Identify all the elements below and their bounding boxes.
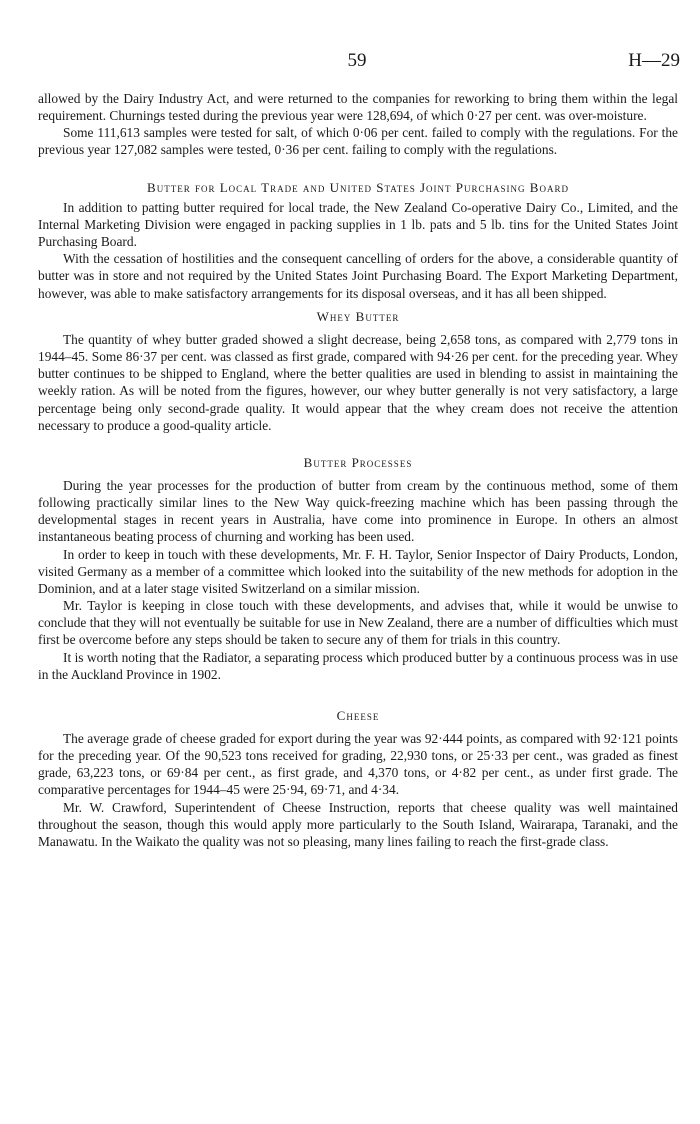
- paragraph: The average grade of cheese graded for export during the year was 92·444 points, as compared with 92·121 points for the preceding year. Of the 90,523 tons received for grading, 22,930 tons, or 25·33 per cent., was graded as finest grade, 63,223 tons, or 69·84 per cent., as first grade, and 4,370 tons, or 4·82 per cent., as under first grade. The comparative percentages for 1944–45 were 25·94, 69·71, and 4·34.: [38, 731, 678, 798]
- page-number: 59: [347, 50, 367, 71]
- document-body: [38, 90, 678, 850]
- paragraph: In addition to patting butter required for local trade, the New Zealand Co-operative Dairy Co., Limited, and the Internal Marketing Division were engaged in packing supplies in 1 lb. pats and 5 lb. tins for the United States Joint Purchasing Board.: [38, 199, 678, 250]
- paragraph: In order to keep in touch with these developments, Mr. F. H. Taylor, Senior Inspector of Dairy Products, London, visited Germany as a member of a committee which looked into the suitability of the new methods for adoption in the Dominion, and at a later stage visited Switzerland on a similar mission.: [38, 546, 678, 596]
- paragraph: The quantity of whey butter graded showed a slight decrease, being 2,658 tons, as compared with 2,779 tons in 1944–45. Some 86·37 per cent. was classed as first grade, compared with 94·26 per cent. for the preceding year. Whey butter continues to be shipped to England, where the better qualities are used in blending to assist in maintaining the weekly ration. As will be noted from the figures, however, our whey butter generally is not very satisfactory, a large percentage being only second-grade quality. It would appear that the whey cream does not receive the attention necessary to produce a good-quality article.: [38, 331, 678, 433]
- section-heading: Butter Processes: [303, 454, 413, 470]
- section-heading: Whey Butter: [316, 308, 400, 324]
- document-id: H—29: [628, 50, 680, 71]
- section-heading: Cheese: [336, 707, 380, 723]
- paragraph: Mr. W. Crawford, Superintendent of Cheese Instruction, reports that cheese quality was well maintained throughout the season, though this would apply more particularly to the South Island, Wairarapa, Taranaki, and the Manawatu. In the Waikato the quality was not so pleasing, many lines failing to reach the first-grade class.: [38, 799, 678, 849]
- paragraph: allowed by the Dairy Industry Act, and were returned to the companies for reworking to bring them within the legal requirement. Churnings tested during the previous year were 128,694, of which 0·27 per cent. was over-moisture.: [38, 91, 678, 124]
- paragraph: With the cessation of hostilities and the consequent cancelling of orders for the above, a considerable quantity of butter was in store and not required by the United States Joint Purchasing Board. The Export Marketing Department, however, was able to make satisfactory arrangements for its disposal overseas, and it has all been shipped.: [38, 251, 678, 301]
- paragraph: It is worth noting that the Radiator, a separating process which produced butter by a continuous process was in use in the Auckland Province in 1902.: [38, 649, 678, 682]
- section-butter-processes: [38, 454, 678, 683]
- section-cheese: [38, 707, 678, 850]
- paragraph: During the year processes for the production of butter from cream by the continuous method, some of them following practically similar lines to the New Way quick-freezing machine which has been passing through the developmental stages in recent years in Australia, have come into prominence in Europe. In others an almost instantaneous beating process of churning and working has been used.: [38, 477, 678, 545]
- paragraph: Some 111,613 samples were tested for salt, of which 0·06 per cent. failed to comply with the regulations. For the previous year 127,082 samples were tested, 0·36 per cent. failing to comply with the regulations.: [38, 125, 678, 158]
- section-whey-butter: [38, 308, 678, 434]
- section-local-trade: [38, 179, 678, 302]
- section-continuation: [38, 90, 678, 159]
- section-heading: Butter for Local Trade and United States Joint Purchasing Board: [147, 179, 569, 195]
- page-header: [0, 50, 700, 74]
- paragraph: Mr. Taylor is keeping in close touch with these developments, and advises that, while it would be unwise to conclude that they will not eventually be suitable for use in New Zealand, there are a number of difficulties which must first be overcome before any steps should be taken to secure any of them for trials in this country.: [38, 598, 678, 648]
